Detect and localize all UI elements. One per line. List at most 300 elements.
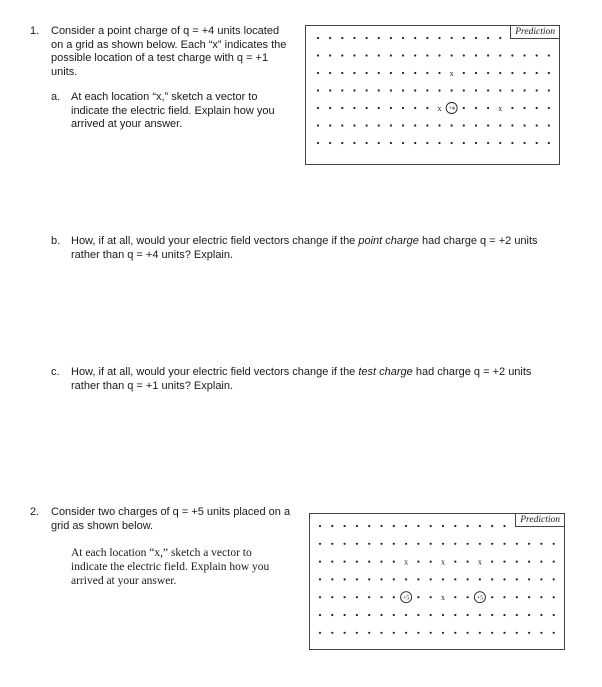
grid-dot [451, 142, 453, 144]
part-c-text: How, if at all, would your electric field vectors change if the [71, 366, 359, 378]
grid-dot [442, 614, 444, 616]
grid-dot [511, 124, 513, 126]
question-2-instruction [71, 546, 269, 588]
grid-dot [511, 89, 513, 91]
grid-dot [536, 89, 538, 91]
grid-dot [491, 614, 493, 616]
grid-dot [405, 525, 407, 527]
grid-dot [344, 614, 346, 616]
grid-dot [356, 596, 358, 598]
grid-dot [319, 632, 321, 634]
part-c-emphasis: test charge [358, 366, 413, 378]
grid-dot [368, 525, 370, 527]
question-2-instruction-line: indicate the electric field. Explain how you [71, 561, 270, 573]
grid-dot [491, 578, 493, 580]
grid-dot [393, 525, 395, 527]
grid-dot [540, 632, 542, 634]
grid-dot [467, 614, 469, 616]
grid-dot [344, 525, 346, 527]
part-b-letter: b. [51, 235, 61, 247]
test-location-x-mark[interactable]: x [477, 557, 482, 567]
grid-dot [487, 142, 489, 144]
grid-dot [467, 596, 469, 598]
grid-dot [417, 596, 419, 598]
point-charge-label: +4 [448, 106, 455, 113]
part-c-prompt [71, 366, 531, 393]
grid-dot [553, 543, 555, 545]
grid-dot [454, 632, 456, 634]
grid-dot [331, 525, 333, 527]
grid-dot [378, 54, 380, 56]
grid-dot [402, 54, 404, 56]
grid-dot [536, 54, 538, 56]
question-2-number: 2. [30, 506, 40, 518]
grid-dot [341, 37, 343, 39]
grid-dot [430, 543, 432, 545]
grid-dot [341, 72, 343, 74]
grid-dot [390, 37, 392, 39]
grid-dot [390, 72, 392, 74]
test-location-x-mark[interactable]: x [437, 104, 442, 113]
grid-dot [390, 124, 392, 126]
grid-dot [317, 54, 319, 56]
grid-dot [368, 632, 370, 634]
part-b-text: How, if at all, would your electric field vectors change if the [71, 235, 359, 247]
grid-dot [331, 561, 333, 563]
grid-dot [487, 107, 489, 109]
grid-dot [487, 54, 489, 56]
grid-dot [405, 614, 407, 616]
grid-dot [511, 72, 513, 74]
grid-dot [319, 561, 321, 563]
grid-dot [417, 525, 419, 527]
grid-dot [503, 578, 505, 580]
grid-dot [491, 543, 493, 545]
grid-dot [475, 107, 477, 109]
grid-dot [353, 72, 355, 74]
part-c-line-1 [71, 366, 531, 380]
grid-dot [516, 543, 518, 545]
grid-dot [491, 596, 493, 598]
grid-dot [548, 89, 550, 91]
grid-dot [356, 632, 358, 634]
grid-dot [378, 142, 380, 144]
grid-dot [548, 142, 550, 144]
grid-dot [491, 632, 493, 634]
grid-dot [405, 632, 407, 634]
grid-dot [329, 54, 331, 56]
grid-dot [503, 525, 505, 527]
grid-dot [503, 632, 505, 634]
grid-dot [451, 124, 453, 126]
grid-dot [366, 107, 368, 109]
grid-dot [438, 54, 440, 56]
grid-dot [341, 89, 343, 91]
grid-dot [523, 72, 525, 74]
grid-dot [499, 54, 501, 56]
grid-dot [417, 632, 419, 634]
grid-dot [516, 632, 518, 634]
grid-dot [553, 578, 555, 580]
grid-dot [467, 543, 469, 545]
question-2-line: Consider two charges of q = +5 units placed on a [51, 506, 291, 518]
grid-dot [405, 543, 407, 545]
grid-dot [463, 89, 465, 91]
part-c-line-2: rather than q = +1 units? Explain. [71, 379, 234, 392]
grid-dot [366, 54, 368, 56]
grid-dot [475, 54, 477, 56]
grid-dot [467, 561, 469, 563]
grid-dot [393, 561, 395, 563]
prediction-label: Prediction [515, 514, 564, 527]
grid-dot [414, 72, 416, 74]
grid-dot [503, 543, 505, 545]
grid-dot [491, 561, 493, 563]
grid-dot [380, 632, 382, 634]
grid-dot [430, 578, 432, 580]
grid-dot [475, 37, 477, 39]
grid-dot [341, 124, 343, 126]
grid-dot [331, 578, 333, 580]
grid-dot [499, 142, 501, 144]
question-1-line: possible location of a test charge with q = +1 [51, 52, 269, 64]
grid-dot [523, 107, 525, 109]
grid-dot [393, 543, 395, 545]
grid-dot [528, 543, 530, 545]
grid-dot [491, 525, 493, 527]
grid-dot [329, 107, 331, 109]
grid-dot [467, 525, 469, 527]
grid-dot [380, 578, 382, 580]
grid-dot [479, 543, 481, 545]
grid-dot [479, 525, 481, 527]
grid-dot [329, 72, 331, 74]
part-c-letter: c. [51, 366, 60, 378]
grid-dot [503, 596, 505, 598]
grid-dot [499, 72, 501, 74]
grid-dot [393, 578, 395, 580]
grid-dot [528, 596, 530, 598]
test-location-x-mark[interactable]: x [404, 557, 409, 567]
part-a-line: arrived at your answer. [71, 118, 183, 130]
grid-dot [402, 72, 404, 74]
grid-dot [528, 614, 530, 616]
grid-dot [366, 89, 368, 91]
grid-dot [402, 89, 404, 91]
grid-dot [426, 72, 428, 74]
prediction-grid-1[interactable] [305, 25, 560, 165]
part-b-emphasis: point charge [358, 235, 419, 247]
grid-dot [353, 124, 355, 126]
question-1-line: units. [51, 65, 78, 78]
grid-dot [540, 561, 542, 563]
grid-dot [503, 614, 505, 616]
point-charge-label: +5 [476, 595, 484, 602]
grid-dot [417, 614, 419, 616]
question-2-line: grid as shown below. [51, 519, 154, 532]
part-b-line-2: rather than q = +4 units? Explain. [71, 248, 234, 261]
grid-dot [475, 142, 477, 144]
grid-dot [417, 578, 419, 580]
grid-dot [414, 107, 416, 109]
grid-dot [393, 632, 395, 634]
grid-dot [511, 107, 513, 109]
grid-dot [479, 578, 481, 580]
grid-dot [463, 107, 465, 109]
grid-dot [319, 578, 321, 580]
grid-dot [451, 89, 453, 91]
grid-dot [467, 632, 469, 634]
grid-dot [463, 37, 465, 39]
grid-dot [380, 596, 382, 598]
grid-dot [463, 72, 465, 74]
grid-dot [317, 107, 319, 109]
grid-dot [536, 124, 538, 126]
grid-dot [503, 561, 505, 563]
grid-dot [536, 107, 538, 109]
grid-dot [366, 124, 368, 126]
grid-dot [454, 525, 456, 527]
grid-dot [417, 561, 419, 563]
grid-dot [341, 54, 343, 56]
grid-dot [516, 596, 518, 598]
grid-dot [548, 72, 550, 74]
grid-dot [317, 72, 319, 74]
grid-dot [393, 614, 395, 616]
grid-dot [487, 37, 489, 39]
question-1-number: 1. [30, 25, 40, 37]
grid-dot [475, 89, 477, 91]
part-b-line-1 [71, 235, 538, 249]
question-2-instruction-line: arrived at your answer. [71, 575, 177, 587]
test-location-x-mark[interactable]: x [498, 104, 503, 113]
grid-dot [523, 89, 525, 91]
grid-dot [499, 37, 501, 39]
grid-dot [430, 632, 432, 634]
grid-dot [451, 54, 453, 56]
grid-dot [317, 142, 319, 144]
grid-dot [414, 89, 416, 91]
part-a-line: At each location “x,” sketch a vector to [71, 91, 258, 103]
grid-dot [426, 142, 428, 144]
grid-dot [548, 124, 550, 126]
grid-dot [442, 632, 444, 634]
grid-dot [479, 614, 481, 616]
grid-dot [523, 54, 525, 56]
grid-dot [499, 89, 501, 91]
grid-dot [475, 124, 477, 126]
grid-dot [402, 37, 404, 39]
grid-dot [454, 596, 456, 598]
grid-dot [479, 632, 481, 634]
grid-dot [553, 632, 555, 634]
grid-dot [516, 561, 518, 563]
grid-dot [438, 37, 440, 39]
grid-dot [523, 142, 525, 144]
grid-dot [319, 596, 321, 598]
grid-dot [487, 124, 489, 126]
grid-dot [426, 37, 428, 39]
grid-dot [451, 37, 453, 39]
grid-dot [536, 142, 538, 144]
grid-dot [329, 142, 331, 144]
grid-dot [430, 614, 432, 616]
grid-dot [430, 525, 432, 527]
grid-dot [442, 578, 444, 580]
grid-dot [366, 72, 368, 74]
grid-dot [454, 543, 456, 545]
grid-dot [366, 142, 368, 144]
grid-dot [454, 578, 456, 580]
grid-dot [487, 72, 489, 74]
grid-dot [378, 72, 380, 74]
grid-dot [319, 614, 321, 616]
grid-dot [463, 54, 465, 56]
grid-dot [463, 124, 465, 126]
question-1-line: on a grid as shown below. Each “x” indicates the [51, 38, 287, 51]
grid-dot [341, 142, 343, 144]
grid-dot [414, 142, 416, 144]
grid-dot [548, 107, 550, 109]
part-b-prompt [71, 235, 538, 262]
part-a-line: indicate the electric field. Explain how you [71, 104, 275, 117]
question-2-prompt [51, 506, 290, 533]
grid-dot [368, 561, 370, 563]
grid-dot [426, 107, 428, 109]
test-location-x-mark[interactable]: x [441, 557, 445, 567]
grid-dot [414, 54, 416, 56]
grid-dot [356, 543, 358, 545]
grid-dot [380, 525, 382, 527]
part-c-text: had charge q = +2 units [412, 366, 532, 378]
grid-dot [442, 525, 444, 527]
grid-dot [368, 578, 370, 580]
grid-dot [356, 614, 358, 616]
grid-dot [353, 54, 355, 56]
point-charge-label: +5 [402, 595, 410, 602]
grid-dot [540, 543, 542, 545]
grid-dot [540, 596, 542, 598]
grid-dot [317, 124, 319, 126]
grid-dot [368, 614, 370, 616]
grid-dot [442, 543, 444, 545]
grid-dot [528, 632, 530, 634]
grid-dot [511, 54, 513, 56]
grid-dot [426, 89, 428, 91]
grid-dot [380, 543, 382, 545]
grid-dot [317, 37, 319, 39]
question-1-prompt [51, 25, 286, 79]
grid-dot [553, 596, 555, 598]
grid-dot [499, 124, 501, 126]
grid-dot [414, 124, 416, 126]
grid-dot [528, 561, 530, 563]
grid-dot [319, 543, 321, 545]
grid-dot [540, 578, 542, 580]
grid-dot [344, 561, 346, 563]
grid-dot [329, 89, 331, 91]
grid-dot [402, 107, 404, 109]
grid-dot [378, 107, 380, 109]
grid-dot [366, 37, 368, 39]
grid-dot [368, 543, 370, 545]
grid-dot [331, 614, 333, 616]
grid-dot [331, 596, 333, 598]
grid-dot [405, 578, 407, 580]
grid-dot [331, 632, 333, 634]
grid-dot [438, 72, 440, 74]
grid-dot [344, 596, 346, 598]
grid-dot [467, 578, 469, 580]
grid-dot [414, 37, 416, 39]
grid-dot [463, 142, 465, 144]
prediction-grid-2[interactable] [309, 513, 565, 650]
grid-dot [341, 107, 343, 109]
grid-dot [454, 561, 456, 563]
grid-dot [430, 596, 432, 598]
grid-dot [475, 72, 477, 74]
grid-dot [393, 596, 395, 598]
grid-dot [353, 89, 355, 91]
grid-dot [402, 124, 404, 126]
grid-dot [319, 525, 321, 527]
grid-dot [487, 89, 489, 91]
grid-dot [353, 107, 355, 109]
grid-dot [344, 543, 346, 545]
grid-dot [553, 614, 555, 616]
grid-dot [536, 72, 538, 74]
grid-dot [511, 142, 513, 144]
grid-dot [454, 614, 456, 616]
grid-dot [344, 632, 346, 634]
grid-dot [356, 561, 358, 563]
grid-dot [390, 89, 392, 91]
grid-1-canvas [306, 26, 561, 166]
grid-dot [553, 561, 555, 563]
grid-dot [438, 142, 440, 144]
grid-dot [438, 89, 440, 91]
test-location-x-mark[interactable]: x [441, 593, 445, 603]
grid-dot [378, 124, 380, 126]
part-a-letter: a. [51, 91, 61, 103]
test-location-x-mark[interactable]: x [449, 69, 454, 78]
grid-dot [329, 37, 331, 39]
grid-dot [356, 525, 358, 527]
grid-dot [368, 596, 370, 598]
grid-dot [317, 89, 319, 91]
question-2-instruction-line: At each location “x,” sketch a vector to [71, 547, 252, 559]
part-a-prompt [71, 91, 275, 132]
grid-dot [390, 54, 392, 56]
grid-dot [402, 142, 404, 144]
question-1-line: Consider a point charge of q = +4 units located [51, 25, 280, 37]
grid-dot [430, 561, 432, 563]
grid-dot [356, 578, 358, 580]
grid-2-canvas [310, 514, 566, 651]
grid-dot [516, 578, 518, 580]
grid-dot [523, 124, 525, 126]
grid-dot [417, 543, 419, 545]
grid-dot [331, 543, 333, 545]
grid-dot [516, 614, 518, 616]
grid-dot [378, 37, 380, 39]
grid-dot [528, 578, 530, 580]
prediction-label: Prediction [510, 26, 559, 39]
grid-dot [329, 124, 331, 126]
grid-dot [390, 107, 392, 109]
grid-dot [344, 578, 346, 580]
grid-dot [540, 614, 542, 616]
